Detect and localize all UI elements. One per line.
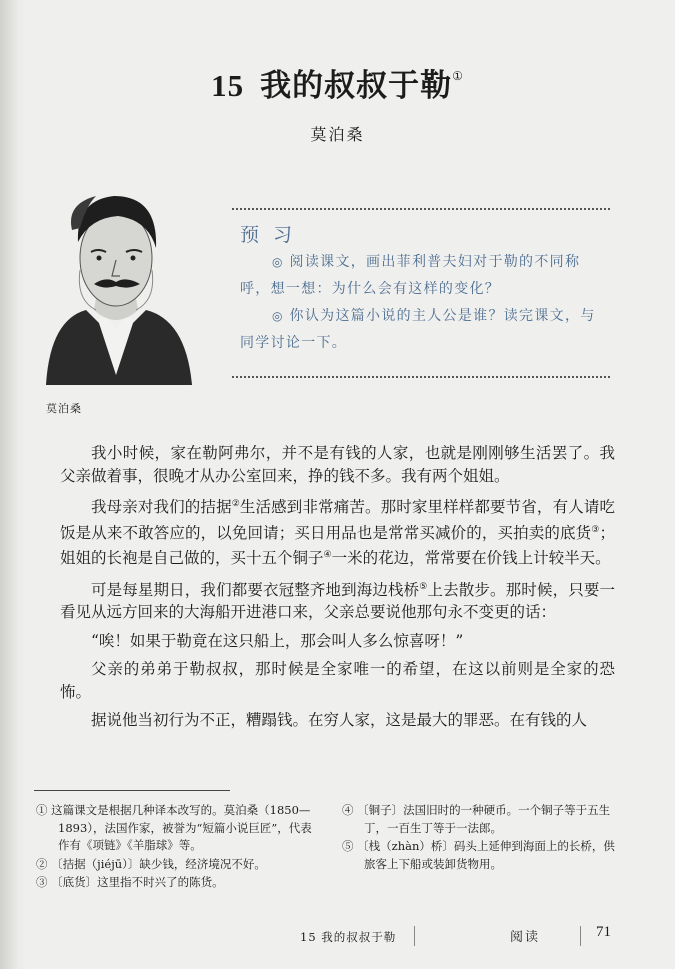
paragraph-4: “唉！如果于勒竟在这只船上，那会叫人多么惊喜呀！” (91, 631, 464, 650)
preview-top-divider (232, 208, 610, 210)
footer-divider (580, 926, 581, 946)
footnote-2: ② 〔拮据（jiéjū）〕缺少钱，经济境况不好。 (36, 856, 266, 871)
paragraph-5: 父亲的弟弟于勒叔叔，那时候是全家唯一的希望，在这以前则是全家的恐怖。 (60, 660, 615, 701)
author-name: 莫泊桑 (310, 125, 365, 144)
footnote-5: ⑤ 〔栈（zhàn）桥〕码头上延伸到海面上的长桥，供旅客上下船或装卸货物用。 (342, 839, 615, 871)
footer-divider (414, 926, 415, 946)
footnote-mark: ② (231, 499, 240, 509)
paragraph-2: 我母亲对我们的拮据②生活感到非常痛苦。那时家里样样都要节省，有人请吃饭是从来不敢答应的，以免回请；买日用品也是常常买减价的，买拍卖的底货③；姐姐的长袍是自己做的，买十五个铜子④一米的花边，常常要在价钱上计较半天。 (60, 498, 615, 567)
bullet-icon: ◎ (272, 255, 284, 269)
preview-item-text: 阅读课文，画出菲利普夫妇对于勒的不同称呼，想一想：为什么会有这样的变化？ (240, 254, 581, 297)
footnote-mark: ③ (591, 524, 600, 535)
footnotes-left (36, 802, 322, 893)
footnote-mark: ⑤ (419, 581, 428, 592)
portrait-caption: 莫泊桑 (46, 402, 82, 415)
paragraph-1: 我小时候，家在勒阿弗尔，并不是有钱的人家，也就是刚刚够生活罢了。我父亲做着事，很晚才从办公室回来，挣的钱不多。我有两个姐姐。 (60, 444, 615, 485)
page-binding-shadow (0, 0, 26, 969)
article-body (60, 442, 615, 738)
footnote-3: ③ 〔底货〕这里指不时兴了的陈货。 (36, 875, 224, 889)
lesson-number: 15 (211, 68, 245, 103)
preview-box (232, 208, 610, 380)
title-footnote-mark: ① (452, 69, 464, 83)
footnote-4: ④ 〔铜子〕法国旧时的一种硬币。一个铜子等于五生丁，一百生丁等于一法郎。 (342, 803, 611, 835)
preview-bottom-divider (232, 376, 610, 378)
page-number: 71 (596, 924, 611, 940)
lesson-title (0, 60, 675, 105)
author-portrait (36, 170, 196, 385)
preview-heading: 预 习 (240, 224, 297, 246)
footnote-mark: ④ (323, 550, 332, 560)
section-label: 阅读 (510, 930, 541, 945)
running-title: 15 我的叔叔于勒 (300, 930, 397, 944)
preview-item-text: 你认为这篇小说的主人公是谁？读完课文，与同学讨论一下。 (240, 308, 596, 351)
paragraph-3: 可是每星期日，我们都要衣冠整齐地到海边栈桥⑤上去散步。那时候，只要一看见从远方回来的大海船开进港口来，父亲总要说他那句永不变更的话： (60, 580, 615, 621)
paragraph-6: 据说他当初行为不正，糟蹋钱。在穷人家，这是最大的罪恶。在有钱的人 (91, 711, 588, 729)
footnote-divider (34, 790, 230, 791)
footnote-1: ① 这篇课文是根据几种译本改写的。莫泊桑（1850—1893），法国作家，被誉为“短篇小说巨匠”，代表作有《项链》《羊脂球》等。 (36, 803, 312, 852)
bullet-icon: ◎ (272, 309, 284, 323)
lesson-title-text: 我的叔叔于勒 (260, 68, 453, 104)
preview-item-2 (240, 303, 610, 357)
preview-item-1 (240, 249, 610, 303)
footnotes-right (342, 802, 618, 874)
